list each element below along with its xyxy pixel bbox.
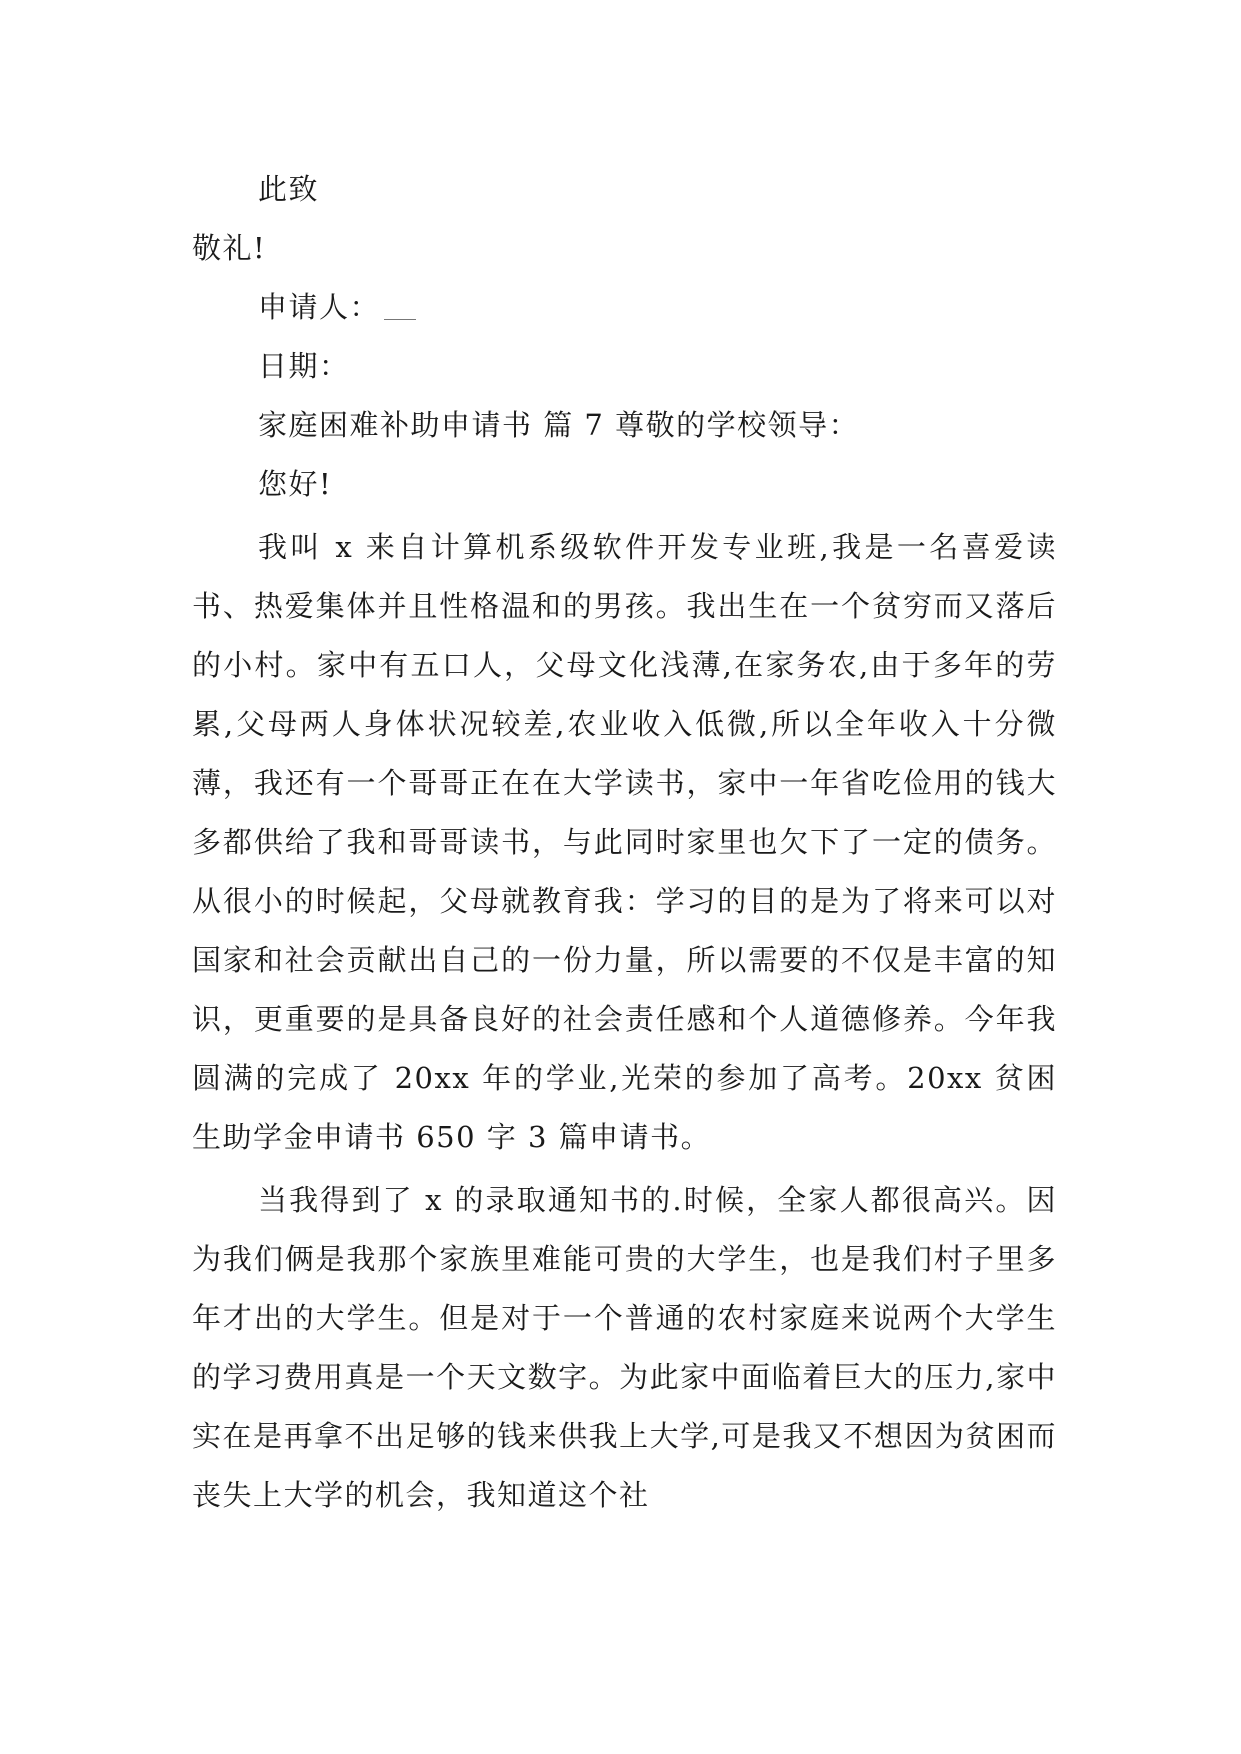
applicant-line [192, 278, 1057, 337]
applicant-label: 申请人： [258, 290, 381, 324]
date-label: 日期： [258, 349, 350, 383]
salutation: 您好! [258, 467, 333, 501]
section-heading: 家庭困难补助申请书 篇 7 尊敬的学校领导： [258, 408, 860, 442]
closing-greeting: 此致 [258, 172, 320, 206]
closing-salute: 敬礼! [192, 231, 267, 265]
body-paragraph-1: 我叫 x 来自计算机系级软件开发专业班,我是一名喜爱读书、热爱集体并且性格温和的男孩。我出生在一个贫穷而又落后的小村。家中有五口人，父母文化浅薄,在家务农,由于多年的劳累,父母两人身体状况较差,农业收入低微,所以全年收入十分微薄，我还有一个哥哥正在在大学读书，家中一年省吃俭用的钱大多都供给了我和哥哥读书，与此同时家里也欠下了一定的债务。从很小的时候起，父母就教育我：学习的目的是为了将来可以对国家和社会贡献出自己的一份力量，所以需要的不仅是丰富的知识，更重要的是具备良好的社会责任感和个人道德修养。今年我圆满的完成了 20xx 年的学业,光荣的参加了高考。20xx 贫困生助学金申请书 650 字 3 篇申请书。 [192, 530, 1057, 1154]
document-body [192, 160, 1057, 1525]
body-paragraph-2: 当我得到了 x 的录取通知书的.时候，全家人都很高兴。因为我们俩是我那个家族里难能可贵的大学生，也是我们村子里多年才出的大学生。但是对于一个普通的农村家庭来说两个大学生的学习费用真是一个天文数字。为此家中面临着巨大的压力,家中实在是再拿不出足够的钱来供我上大学,可是我又不想因为贫困而丧失上大学的机会，我知道这个社 [192, 1183, 1057, 1512]
applicant-blank [384, 299, 416, 320]
